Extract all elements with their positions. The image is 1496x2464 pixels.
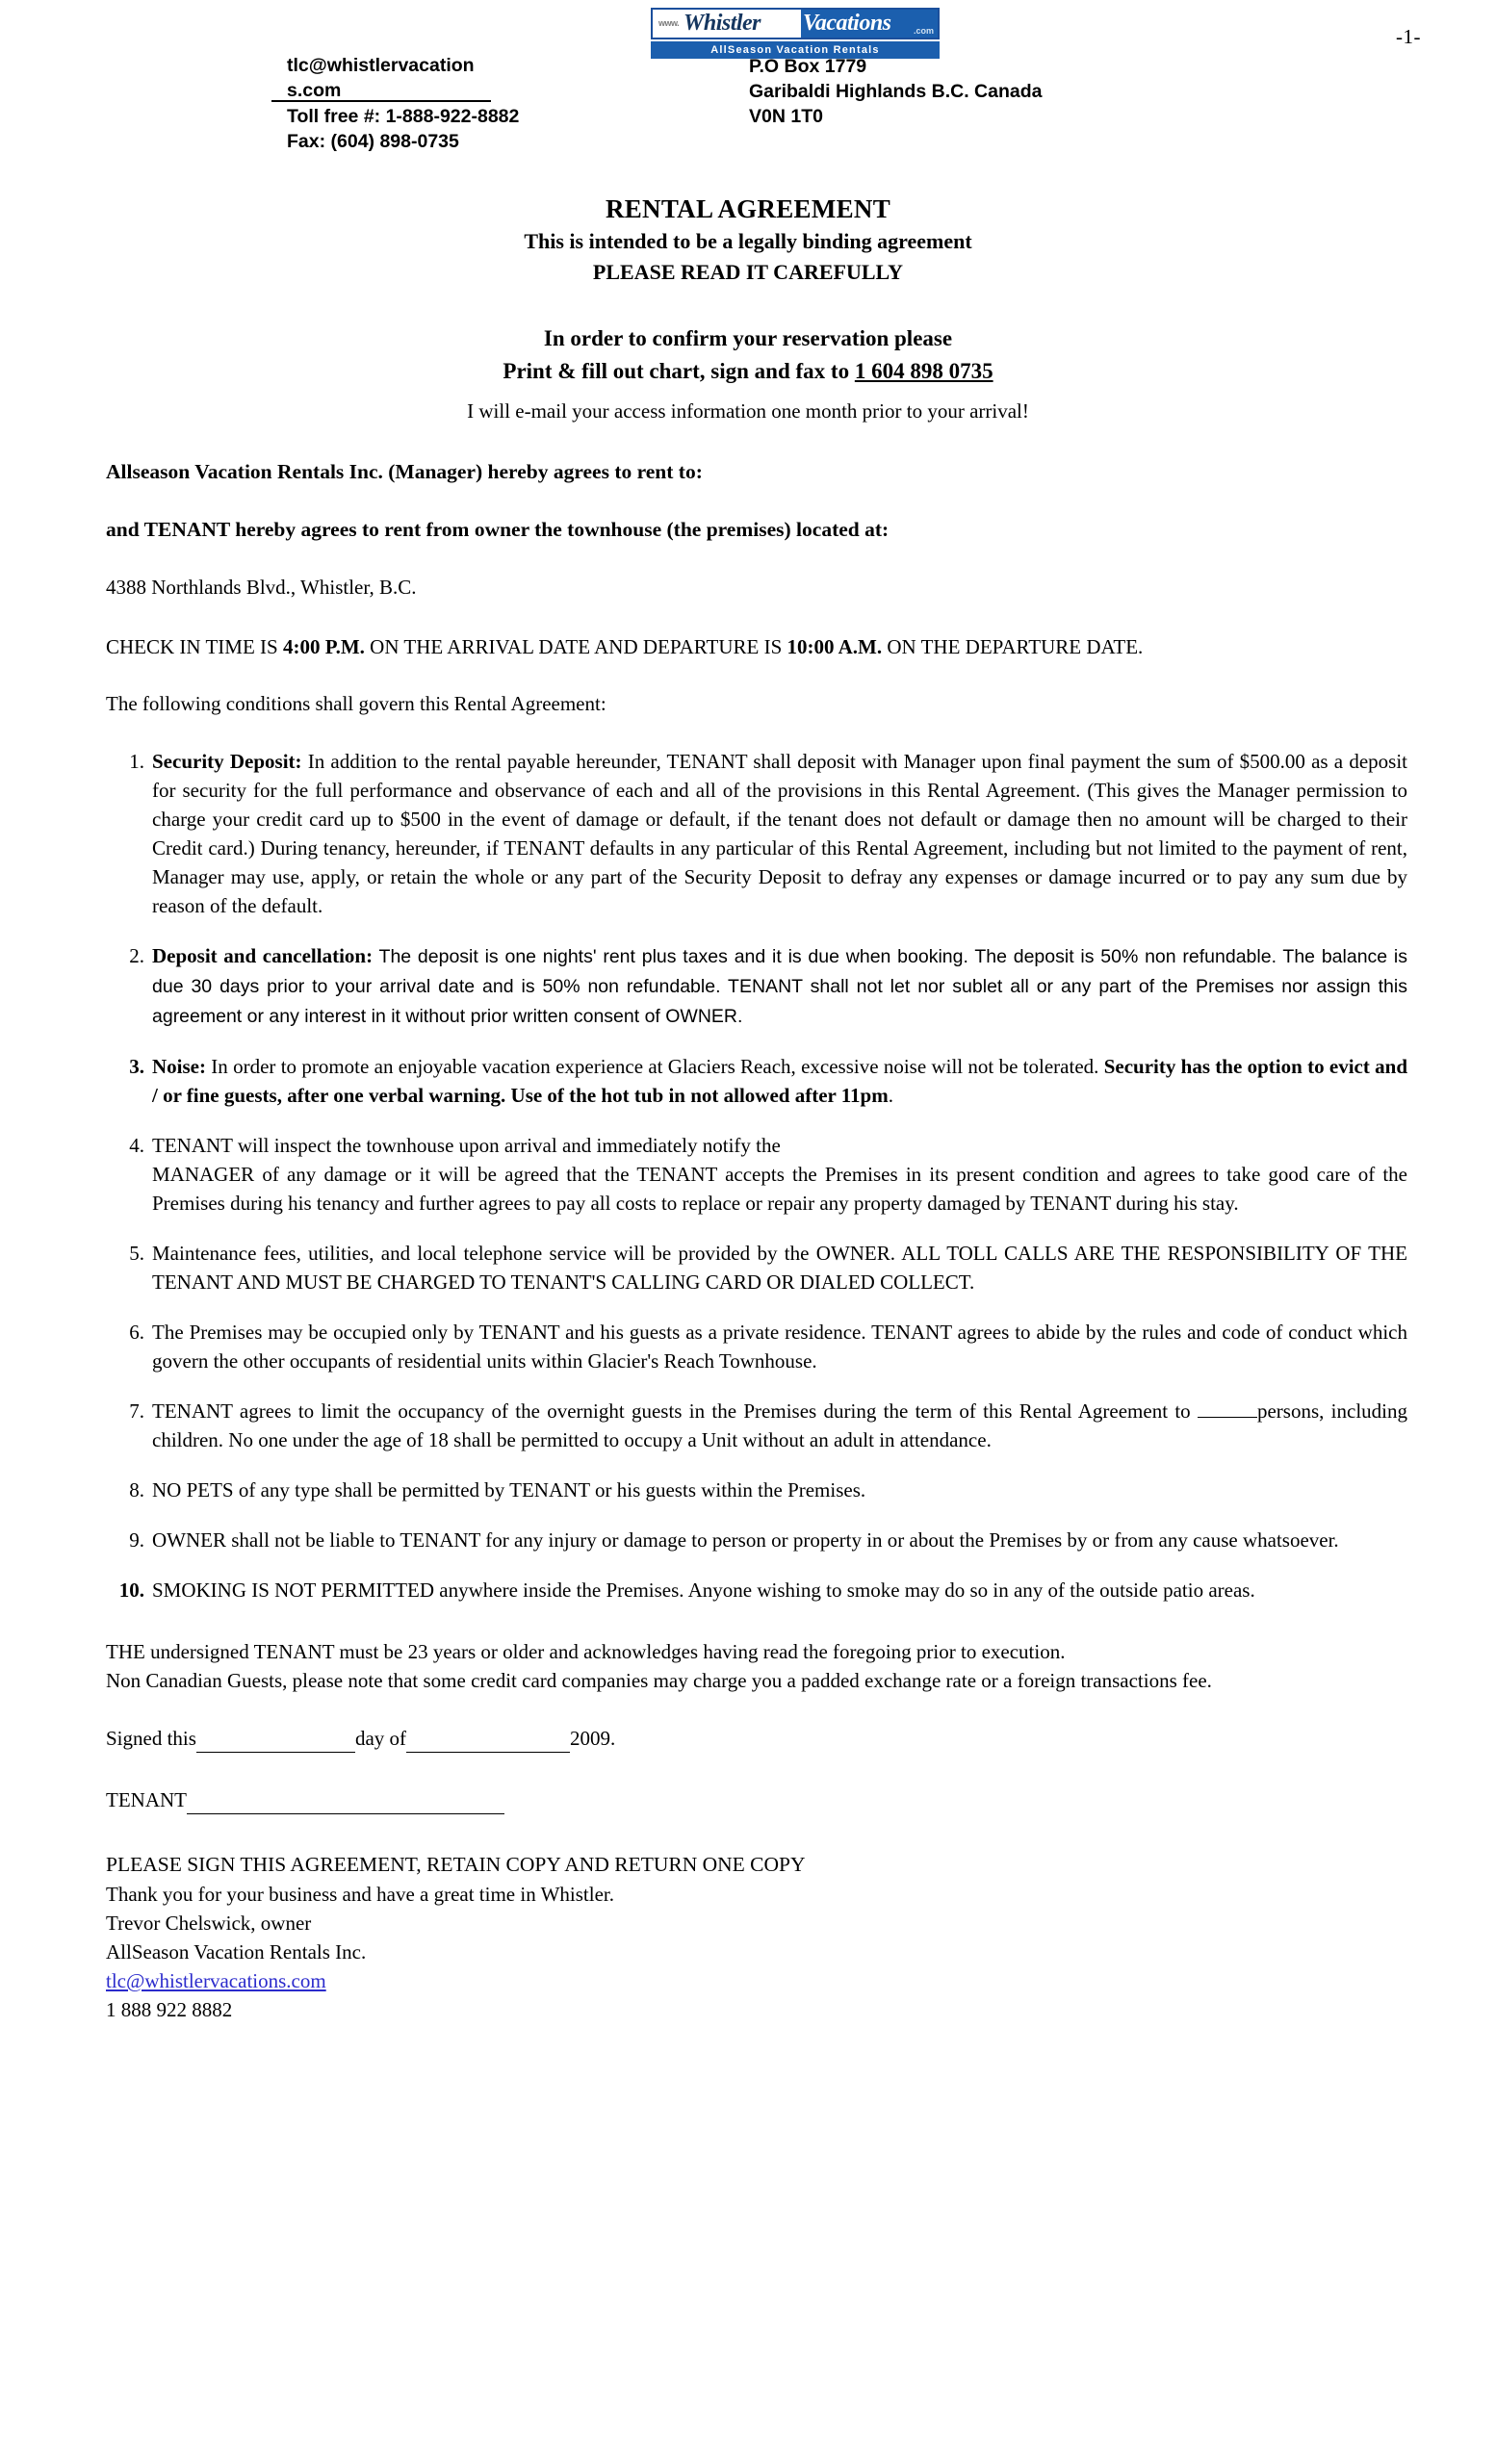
please-sign-notice: PLEASE SIGN THIS AGREEMENT, RETAIN COPY AND RETURN ONE COPY [106, 1853, 806, 1876]
header-po-box: P.O Box 1779 [749, 56, 867, 77]
clause-text-3-end: . [888, 1084, 893, 1107]
confirm-fax-number: 1 604 898 0735 [854, 359, 993, 383]
contact-block-right [749, 54, 1042, 129]
logo-dotcom-text: .com [913, 26, 934, 36]
tenant-signature-field[interactable] [187, 1794, 504, 1814]
premises-address: 4388 Northlands Blvd., Whistler, B.C. [106, 576, 417, 599]
clause-lead-1: Security Deposit: [152, 750, 302, 773]
clause-text-5: Maintenance fees, utilities, and local telephone service will be provided by the OWNER. ALL TOLL CALLS ARE THE RESPONSIBILITY OF THE TENANT AND MUST BE CHARGED TO TENANT'S CALLING CARD OR DIALED COLLECT. [152, 1242, 1407, 1294]
logo-vacations-text: Vacations [803, 11, 891, 36]
clause-text-7-after: persons, including children. No one under the age of 18 shall be permitted to occupy a Unit without an adult in attendance. [152, 1399, 1407, 1451]
clause-number-5: 5. [129, 1242, 144, 1265]
confirm-line-3: I will e-mail your access information one month prior to your arrival! [467, 399, 1029, 423]
tenant-signature-label: TENANT [106, 1788, 187, 1811]
checkin-text-3: ON THE DEPARTURE DATE. [882, 635, 1144, 658]
contact-block-left [287, 53, 542, 154]
checkout-time: 10:00 A.M. [787, 635, 883, 658]
clause-lead-3: Noise: [152, 1055, 206, 1078]
clause-body-3 [152, 1052, 1407, 1110]
clause-body-4 [152, 1131, 1407, 1218]
confirm-line-2 [0, 355, 1496, 388]
confirm-line-2-prefix: Print & fill out chart, sign and fax to [503, 359, 855, 383]
clause-item-2 [106, 941, 1407, 1031]
clause-item-5 [106, 1239, 1407, 1296]
clause-number-8: 8. [129, 1478, 144, 1502]
checkin-text-1: CHECK IN TIME IS [106, 635, 283, 658]
header-email-line2: s.com [287, 80, 342, 101]
clause-item-6 [106, 1318, 1407, 1375]
conditions-intro: The following conditions shall govern this Rental Agreement: [106, 692, 606, 715]
tenant-rent-line: and TENANT hereby agrees to rent from owner the townhouse (the premises) located at: [106, 518, 890, 541]
clause-number-2: 2. [129, 944, 144, 967]
clause-text-9: OWNER shall not be liable to TENANT for any injury or damage to person or property in or about the Premises by or from any cause whatsoever. [152, 1528, 1339, 1552]
clause-item-1 [106, 747, 1407, 920]
footer-email-link[interactable]: tlc@whistlervacations.com [106, 1969, 326, 1992]
checkin-text-2: ON THE ARRIVAL DATE AND DEPARTURE IS [364, 635, 787, 658]
manager-rent-line: Allseason Vacation Rentals Inc. (Manager) hereby agrees to rent to: [106, 460, 703, 483]
header-fax: Fax: (604) 898-0735 [287, 131, 459, 152]
clause-text-4: MANAGER of any damage or it will be agreed that the TENANT accepts the Premises in its present condition and agrees to take good care of the Premises during his tenancy and further agrees to pay all costs to replace or repair any property damaged by TENANT during his stay. [152, 1163, 1407, 1215]
page-title: RENTAL AGREEMENT [605, 194, 891, 223]
footer-phone: 1 888 922 8882 [106, 1998, 233, 2021]
company-logo [651, 8, 940, 59]
signed-month-field[interactable] [406, 1732, 570, 1753]
title-block [0, 192, 1496, 288]
day-of-label: day of [354, 1727, 407, 1750]
clause-text-8: NO PETS of any type shall be permitted by TENANT or his guests within the Premises. [152, 1478, 866, 1502]
signed-day-field[interactable] [196, 1732, 355, 1753]
occupancy-blank-field[interactable] [1198, 1417, 1257, 1418]
logo-tagline: AllSeason Vacation Rentals [651, 41, 940, 59]
undersigned-tenant-paragraph: THE undersigned TENANT must be 23 years or older and acknowledges having read the foregoing prior to execution. [106, 1640, 1066, 1663]
header-city: Garibaldi Highlands B.C. Canada [749, 81, 1043, 102]
page-number: -1- [1396, 25, 1421, 48]
logo-www-text: www. [658, 18, 680, 28]
thank-you-line: Thank you for your business and have a great time in Whistler. [106, 1883, 614, 1906]
clause-text-4-line1: TENANT will inspect the townhouse upon arrival and immediately notify the [152, 1134, 781, 1157]
logo-whistler-text: Whistler [684, 11, 761, 36]
tenant-signature-row [106, 1785, 1496, 1814]
checkin-time: 4:00 P.M. [282, 635, 365, 658]
document-read-carefully: PLEASE READ IT CAREFULLY [592, 260, 904, 284]
header-email-line1: tlc@whistlervacation [287, 55, 475, 76]
clause-number-6: 6. [129, 1321, 144, 1344]
closing-paragraphs [0, 1637, 1496, 1695]
clause-item-9 [106, 1526, 1407, 1554]
clause-number-1: 1. [129, 750, 144, 773]
logo-primary-band [651, 8, 940, 39]
checkin-checkout-paragraph [106, 629, 1407, 664]
document-header [0, 0, 1496, 183]
clause-number-10: 10. [118, 1578, 144, 1602]
signed-this-label: Signed this [106, 1727, 196, 1750]
clause-number-9: 9. [129, 1528, 144, 1552]
clause-text-6: The Premises may be occupied only by TENANT and his guests as a private residence. TENANT agrees to abide by the rules and code of conduct which govern the other occupants of residential units within Glacier's Reach Townhouse. [152, 1321, 1407, 1373]
clause-item-8 [106, 1476, 1407, 1504]
clause-text-7-before: TENANT agrees to limit the occupancy of the overnight guests in the Premises during the term of this Rental Agreement to [152, 1399, 1198, 1423]
clause-item-7 [106, 1397, 1407, 1454]
signature-block [0, 1724, 1496, 1814]
confirm-line-1: In order to confirm your reservation please [543, 326, 953, 350]
clause-text-3-bold: Security has the option to evict and / or fine guests, after one verbal warning. Use of the hot tub in not allowed after 11pm [152, 1055, 1408, 1107]
clause-number-7: 7. [129, 1399, 144, 1423]
clause-item-3 [106, 1052, 1407, 1110]
clause-body-2 [152, 941, 1407, 1031]
document-body [0, 457, 1496, 1604]
signed-this-row [106, 1724, 1496, 1753]
clause-text-10: SMOKING IS NOT PERMITTED anywhere inside the Premises. Anyone wishing to smoke may do so in any of the outside patio areas. [152, 1578, 1255, 1602]
clause-body-7 [152, 1397, 1407, 1454]
document-subtitle: This is intended to be a legally binding agreement [524, 229, 972, 253]
footer-company-name: AllSeason Vacation Rentals Inc. [106, 1940, 367, 1964]
clause-lead-2: Deposit and cancellation: [152, 944, 374, 967]
clause-item-4 [106, 1131, 1407, 1218]
clause-number-4: 4. [129, 1134, 144, 1157]
header-tollfree: Toll free #: 1-888-922-8882 [287, 106, 520, 127]
clause-text-1: In addition to the rental payable hereunder, TENANT shall deposit with Manager upon final payment the sum of $500.00 as a deposit for security for the full performance and observance of each and all of the provisions in this Rental Agreement. (This gives the Manager permission to charge your credit card up to $500 in the event of damage or default, if the tenant does not default or damage then no amount will be charged to their Credit card.) During tenancy, hereunder, if TENANT defaults in any particular of this Rental Agreement, including but not limited to the payment of rent, Manager may use, apply, or retain the whole or any part of the Security Deposit to defray any expenses or damage incurred or to pay any sum due by reason of the default. [152, 750, 1407, 917]
confirmation-instructions [0, 322, 1496, 428]
signed-year: 2009. [570, 1727, 616, 1750]
clause-text-3: In order to promote an enjoyable vacation experience at Glaciers Reach, excessive noise will not be tolerated. [206, 1055, 1104, 1078]
clause-item-10 [106, 1576, 1407, 1604]
header-postal-code: V0N 1T0 [749, 106, 823, 127]
owner-name: Trevor Chelswick, owner [106, 1912, 312, 1935]
clause-body-1 [152, 747, 1407, 920]
non-canadian-guests-paragraph: Non Canadian Guests, please note that some credit card companies may charge you a padded exchange rate or a foreign transactions fee. [106, 1669, 1212, 1692]
clause-number-3: 3. [129, 1055, 144, 1078]
clause-text-2: The deposit is one nights' rent plus taxes and it is due when booking. The deposit is 50% non refundable. The balance is due 30 days prior to your arrival date and is 50% non refundable. TENANT shall not let nor sublet all or any part of the Premises nor assign this agreement or any interest in it without prior written consent of OWNER. [152, 946, 1408, 1027]
document-footer [0, 1849, 1496, 2024]
clause-list [106, 747, 1407, 1604]
